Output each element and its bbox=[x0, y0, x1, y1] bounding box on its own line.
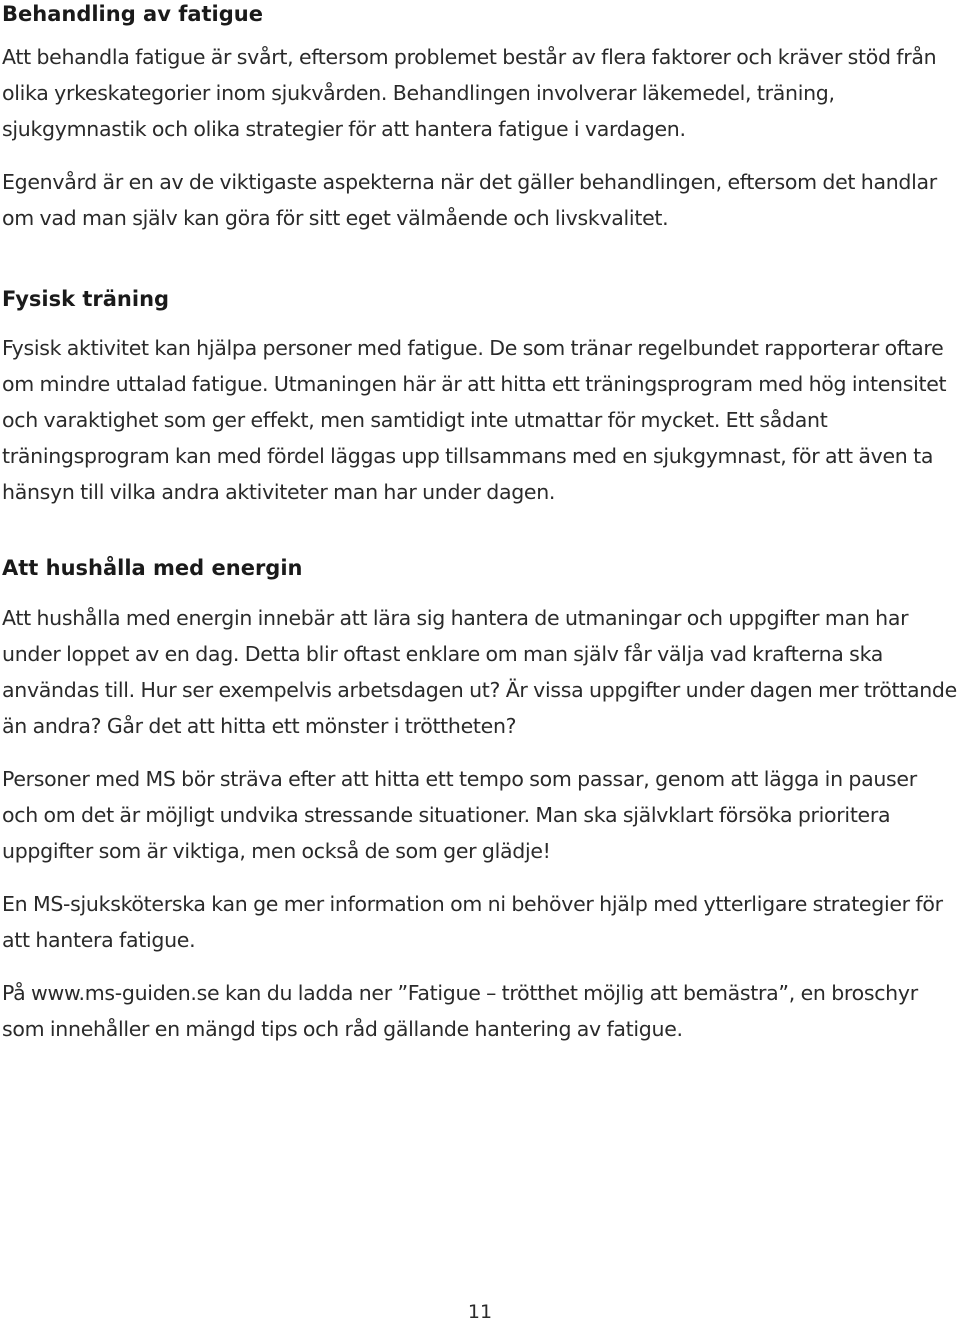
paragraph: En MS-sjuksköterska kan ge mer information om ni behöver hjälp med ytterligare strategier för att hantera fatigue. bbox=[2, 892, 943, 952]
paragraph: Personer med MS bör sträva efter att hitta ett tempo som passar, genom att lägga in pauser och om det är möjligt undvika stressande situationer. Man ska självklart försöka prioritera uppgifter som är viktiga, men också de som ger glädje! bbox=[2, 767, 917, 863]
page-number: 11 bbox=[467, 1301, 493, 1323]
paragraph: Att behandla fatigue är svårt, eftersom problemet består av flera faktorer och kräver stöd från olika yrkeskategorier inom sjukvården. Behandlingen involverar läkemedel, träning, sjukgymnastik och olika strategier för att hantera fatigue i vardagen. bbox=[2, 45, 937, 141]
section-heading: Behandling av fatigue bbox=[2, 2, 263, 26]
paragraph: Fysisk aktivitet kan hjälpa personer med fatigue. De som tränar regelbundet rapporterar oftare om mindre uttalad fatigue. Utmaningen här är att hitta ett träningsprogram med hög intensitet och varaktighet som ger effekt, men samtidigt inte utmattar för mycket. Ett sådant träningsprogram kan med fördel läggas upp tillsammans med en sjukgymnast, för att även ta hänsyn till vilka andra aktiviteter man har under dagen. bbox=[2, 336, 947, 504]
document-page bbox=[2, 0, 958, 1047]
section-treatment bbox=[2, 0, 958, 236]
paragraph: Egenvård är en av de viktigaste aspekterna när det gäller behandlingen, eftersom det handlar om vad man själv kan göra för sitt eget välmående och livskvalitet. bbox=[2, 170, 937, 230]
section-heading: Att hushålla med energin bbox=[2, 556, 303, 580]
paragraph: På www.ms-guiden.se kan du ladda ner ”Fatigue – trötthet möjlig att bemästra”, en broschyr som innehåller en mängd tips och råd gällande hantering av fatigue. bbox=[2, 981, 918, 1041]
section-energy-conservation bbox=[2, 554, 958, 1047]
section-heading: Fysisk träning bbox=[2, 287, 170, 311]
section-physical-training bbox=[2, 285, 958, 510]
paragraph: Att hushålla med energin innebär att lära sig hantera de utmaningar och uppgifter man har under loppet av en dag. Detta blir oftast enklare om man själv får välja vad krafterna ska användas till. Hur ser exempelvis arbetsdagen ut? Är vissa uppgifter under dagen mer tröttande än andra? Går det att hitta ett mönster i tröttheten? bbox=[2, 606, 957, 738]
